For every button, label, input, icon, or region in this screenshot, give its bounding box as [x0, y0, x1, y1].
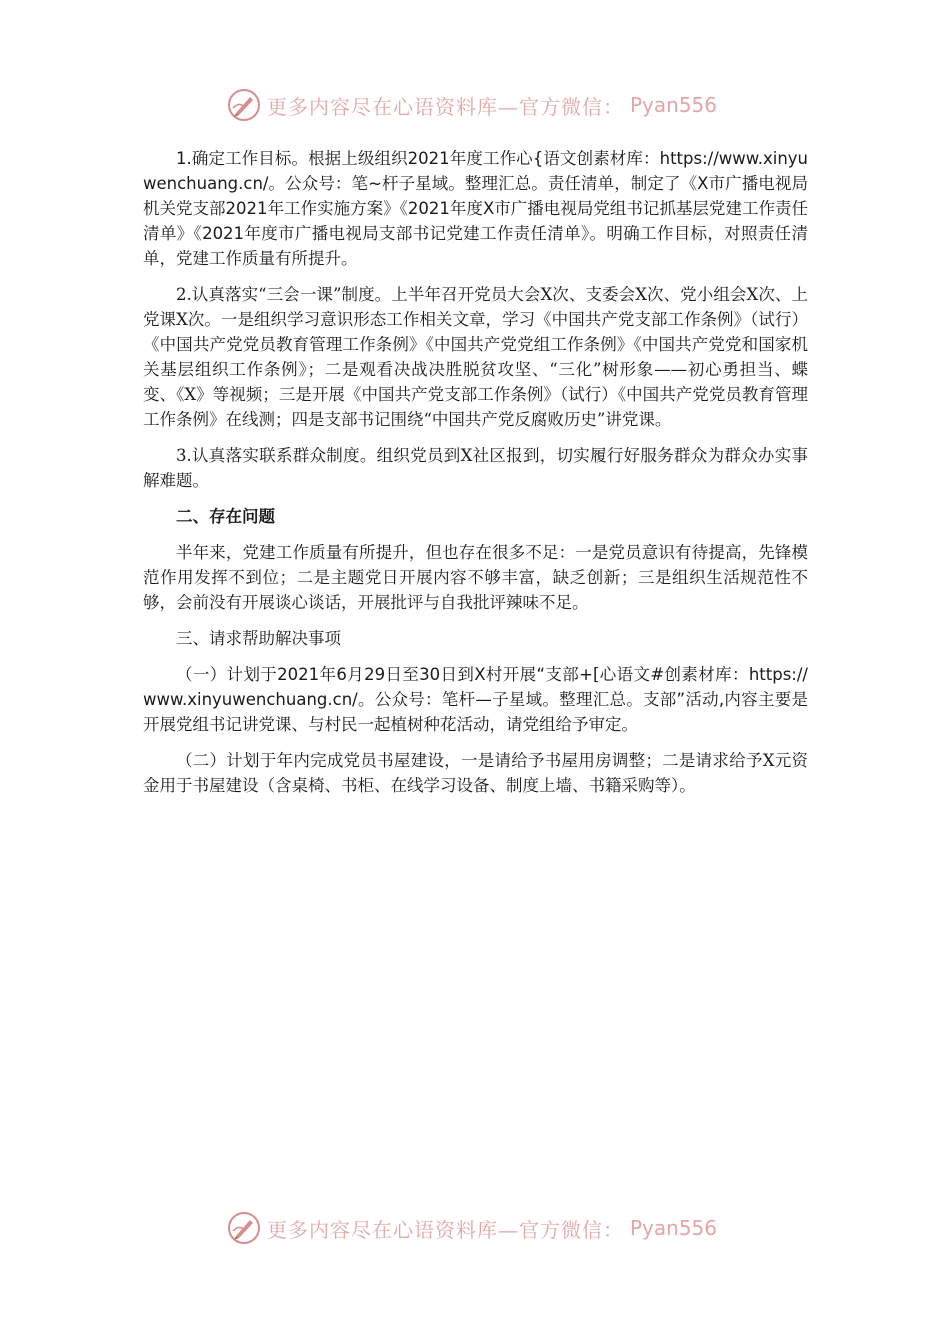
paragraph-problems: 半年来，党建工作质量有所提升，但也存在很多不足：一是党员意识有待提高，先锋模范作用发挥不到位；二是主题党日开展内容不够丰富，缺乏创新；三是组织生活规范性不够，会前没有开展谈心谈话，开展批评与自我批评辣味不足。 — [143, 543, 808, 612]
document-body — [143, 146, 808, 809]
footer-watermark — [0, 1206, 950, 1250]
watermark-group — [227, 88, 717, 122]
watermark-text: 更多内容尽在心语资料库—官方微信： — [266, 1217, 624, 1242]
watermark-wechat-id: Pyan556 — [629, 93, 717, 117]
watermark-group — [227, 1211, 717, 1245]
paragraph-request-two: （二）计划于年内完成党员书屋建设，一是请给予书屋用房调整；二是请求给予X元资金用于书屋建设（含桌椅、书柜、在线学习设备、制度上墙、书籍采购等）。 — [143, 751, 808, 795]
watermark-text: 更多内容尽在心语资料库—官方微信： — [266, 94, 624, 119]
header-watermark — [0, 83, 950, 127]
paragraph-work-goal: 1.确定工作目标。根据上级组织2021年度工作心{语文创素材库：https://www.xinyuwenchuang.cn/。公众号：笔~杆子星域。整理汇总。责任清单，制定了《X市广播电视局机关党支部2021年工作实施方案》《2021年度X市广播电视局党组书记抓基层党建工作责任清单》《2021年度市广播电视局支部书记党建工作责任清单》。明确工作目标，对照责任清单，党建工作质量有所提升。 — [143, 149, 808, 268]
paragraph-contact-masses: 3.认真落实联系群众制度。组织党员到X社区报到，切实履行好服务群众为群众办实事解难题。 — [143, 446, 808, 490]
watermark-wechat-id: Pyan556 — [629, 1216, 717, 1240]
paragraph-request-one: （一）计划于2021年6月29日至30日到X村开展“支部+[心语文#创素材库：https://www.xinyuwenchuang.cn/。公众号：笔杆—子星域。整理汇总。支部”活动,内容主要是开展党组书记讲党课、与村民一起植树种花活动，请党组给予审定。 — [143, 665, 808, 734]
heading-existing-problems: 二、存在问题 — [176, 507, 275, 526]
paragraph-three-meetings: 2.认真落实“三会一课”制度。上半年召开党员大会X次、支委会X次、党小组会X次、上党课X次。一是组织学习意识形态工作相关文章，学习《中国共产党支部工作条例》（试行）《中国共产党党员教育管理工作条例》《中国共产党党组工作条例》《中国共产党党和国家机关基层组织工作条例》；二是观看决战决胜脱贫攻坚、“三化”树形象——初心勇担当、蝶变、《X》等视频；三是开展《中国共产党支部工作条例》（试行）《中国共产党党员教育管理工作条例》在线测；四是支部书记围绕“中国共产党反腐败历史”讲党课。 — [143, 285, 808, 429]
pen-logo-icon — [227, 88, 261, 122]
pen-logo-icon — [227, 1211, 261, 1245]
heading-help-requests: 三、请求帮助解决事项 — [176, 629, 341, 648]
